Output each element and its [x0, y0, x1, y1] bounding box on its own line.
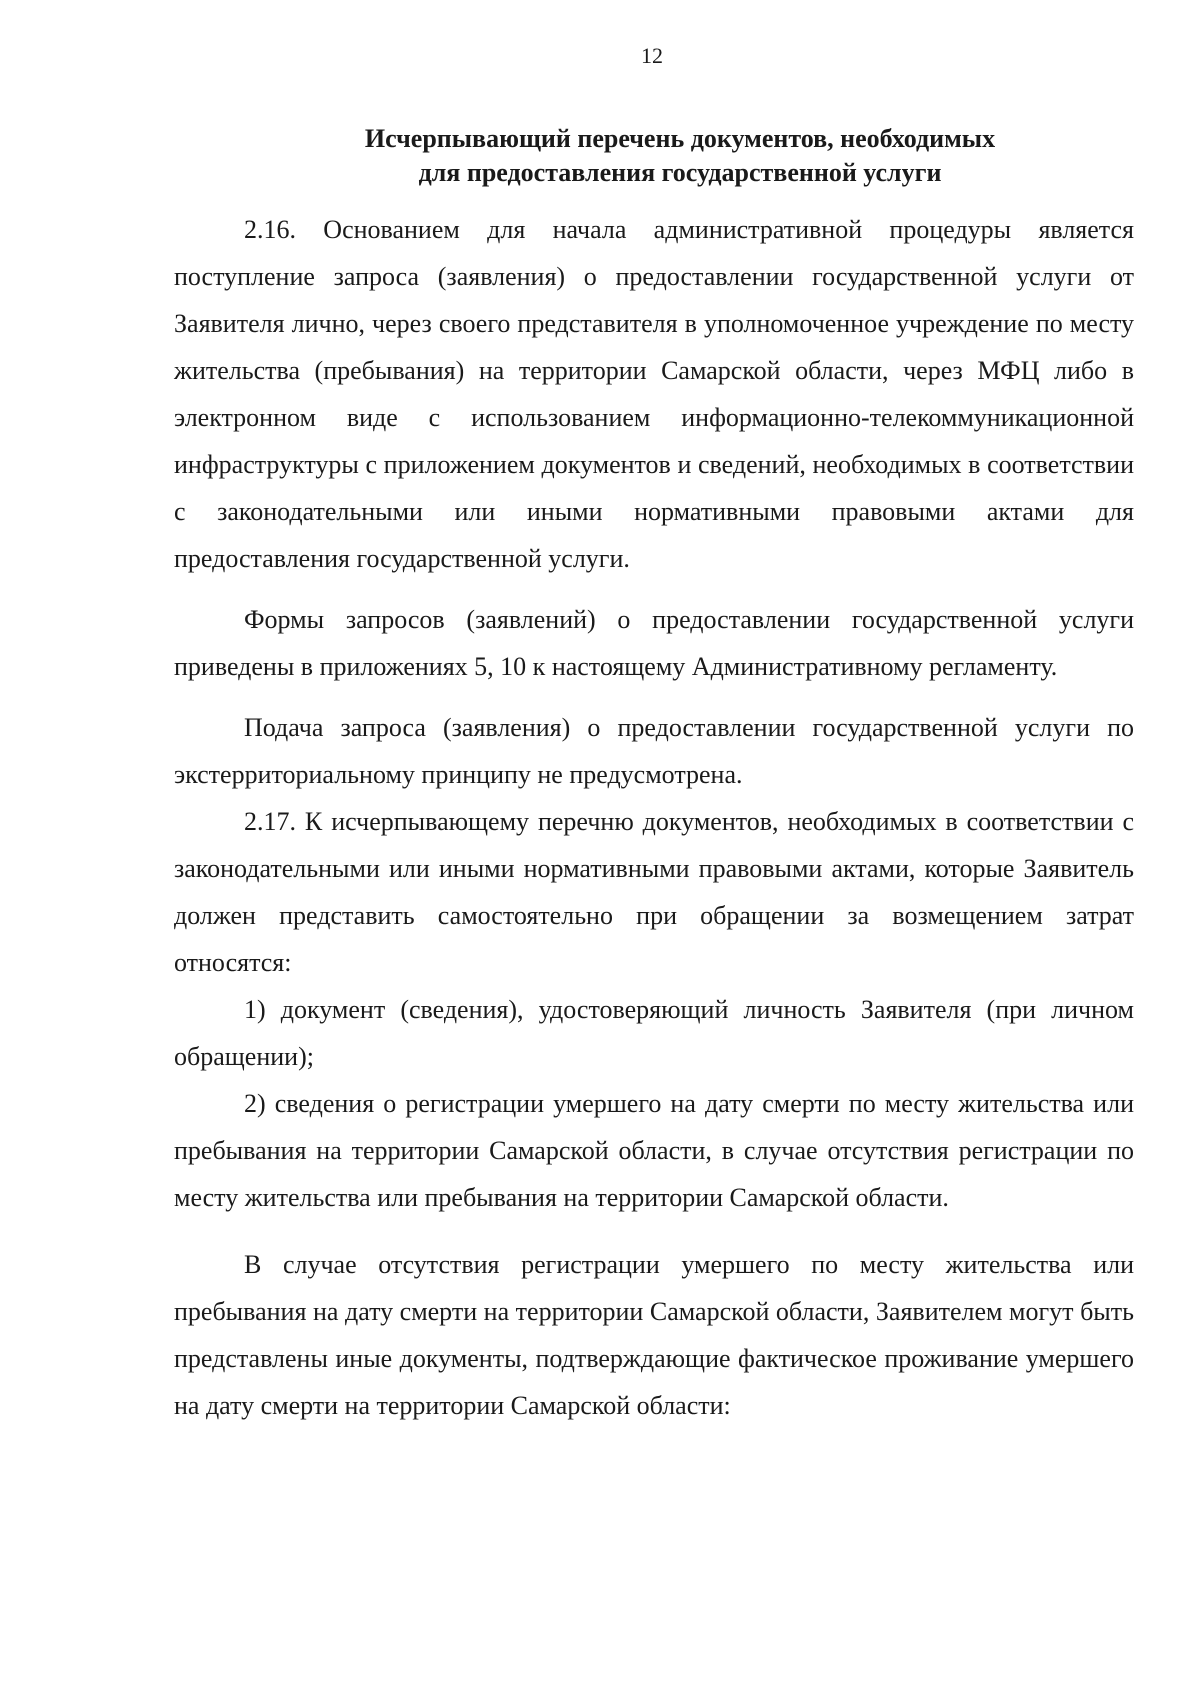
section-heading	[250, 122, 1110, 190]
list-item-1: 1) документ (сведения), удостоверяющий личность Заявителя (при личном обращении);	[174, 995, 1134, 1071]
paragraph-extraterritorial: Подача запроса (заявления) о предоставлении государственной услуги по экстерриториальному принципу не предусмотрена.	[174, 713, 1134, 789]
heading-line-2: для предоставления государственной услуги	[418, 158, 942, 187]
document-body	[174, 206, 1134, 1429]
paragraph-no-registration: В случае отсутствия регистрации умершего по месту жительства или пребывания на дату смерти на территории Самарской области, Заявителем могут быть представлены иные документы, подтверждающие фактическое проживание умершего на дату смерти на территории Самарской области:	[174, 1250, 1134, 1420]
heading-line-1: Исчерпывающий перечень документов, необходимых	[364, 124, 996, 153]
paragraph-2-17: 2.17. К исчерпывающему перечню документов, необходимых в соответствии с законодательными или иными нормативными правовыми актами, которые Заявитель должен представить самостоятельно при обращении за возмещением затрат относятся:	[174, 807, 1134, 977]
page-number: 12	[641, 43, 663, 68]
list-item-2: 2) сведения о регистрации умершего на дату смерти по месту жительства или пребывания на территории Самарской области, в случае отсутствия регистрации по месту жительства или пребывания на территории Самарской области.	[174, 1089, 1134, 1212]
paragraph-forms: Формы запросов (заявлений) о предоставлении государственной услуги приведены в приложениях 5, 10 к настоящему Административному регламенту.	[174, 605, 1134, 681]
paragraph-2-16: 2.16. Основанием для начала административной процедуры является поступление запроса (заявления) о предоставлении государственной услуги от Заявителя лично, через своего представителя в уполномоченное учреждение по месту жительства (пребывания) на территории Самарской области, через МФЦ либо в электронном виде с использованием информационно-телекоммуникационной инфраструктуры с приложением документов и сведений, необходимых в соответствии с законодательными или иными нормативными правовыми актами для предоставления государственной услуги.	[174, 215, 1134, 573]
